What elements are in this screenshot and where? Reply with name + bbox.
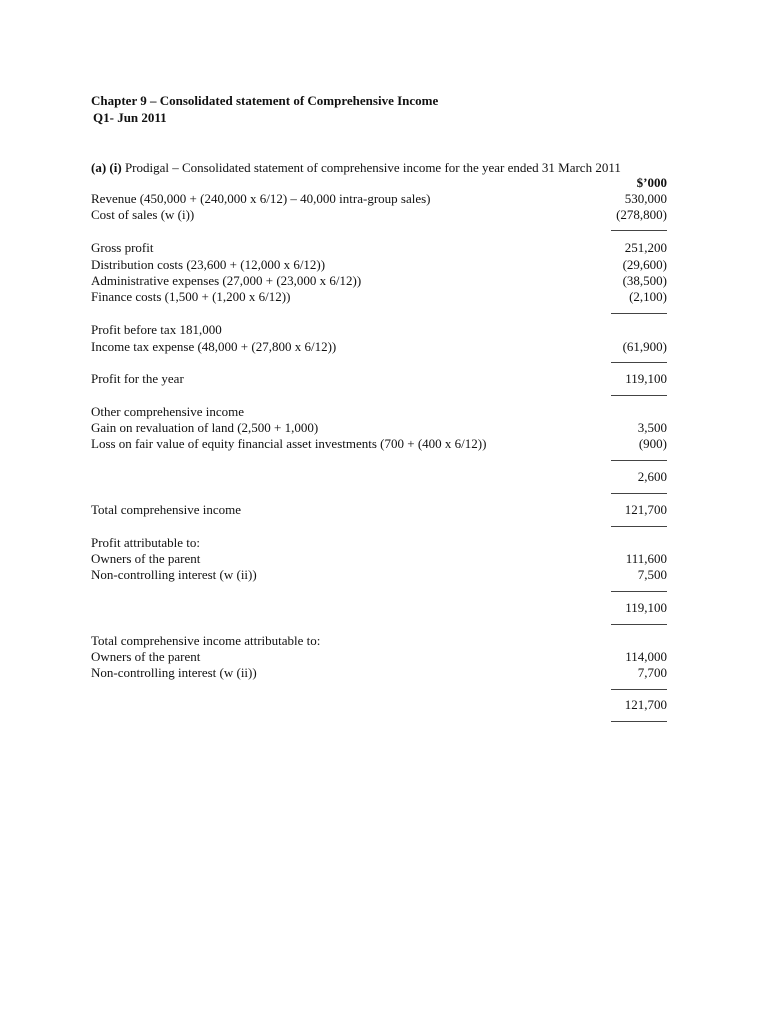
line-label: Revenue (450,000 + (240,000 x 6/12) – 40,000 intra-group sales) — [91, 191, 431, 206]
currency-row — [91, 175, 667, 191]
statement-line — [91, 436, 667, 452]
part-title: Prodigal – Consolidated statement of comprehensive income for the year ended 31 March 2011 — [124, 160, 621, 175]
line-label: Income tax expense (48,000 + (27,800 x 6/12)) — [91, 339, 337, 354]
line-label: Owners of the parent — [91, 551, 201, 566]
line-amount: 121,700 — [624, 502, 667, 517]
line-amount: (29,600) — [622, 257, 667, 272]
line-amount: 121,700 — [624, 697, 667, 712]
statement-line — [91, 257, 667, 273]
line-amount: 114,000 — [625, 649, 667, 664]
statement-line — [91, 502, 667, 518]
subtotal-rule — [611, 591, 667, 592]
line-amount: (38,500) — [622, 273, 667, 288]
line-amount: (278,800) — [616, 207, 667, 222]
line-label: Loss on fair value of equity financial asset investments (700 + (400 x 6/12)) — [91, 436, 487, 451]
line-amount: 119,100 — [625, 371, 667, 386]
line-amount: 7,500 — [637, 567, 667, 582]
statement-line — [91, 207, 667, 223]
statement-line — [91, 551, 667, 567]
currency-header: $’000 — [636, 175, 667, 190]
question-heading: Q1- Jun 2011 — [93, 110, 167, 125]
statement-line — [91, 697, 667, 713]
line-label: Administrative expenses (27,000 + (23,000 x 6/12)) — [91, 273, 362, 288]
line-amount: (61,900) — [622, 339, 667, 354]
line-amount: 7,700 — [637, 665, 667, 680]
subtotal-rule — [611, 395, 667, 396]
line-amount: (900) — [638, 436, 667, 451]
statement-line — [91, 649, 667, 665]
line-label: Profit before tax 181,000 — [91, 322, 222, 337]
subtotal-rule — [611, 362, 667, 363]
line-label: Total comprehensive income attributable to: — [91, 633, 321, 648]
line-label: Distribution costs (23,600 + (12,000 x 6/12)) — [91, 257, 326, 272]
line-label: Profit for the year — [91, 371, 184, 386]
statement-line — [91, 535, 667, 551]
statement-line — [91, 469, 667, 485]
line-label: Gain on revaluation of land (2,500 + 1,000) — [91, 420, 319, 435]
line-label: Cost of sales (w (i)) — [91, 207, 195, 222]
subtotal-rule — [611, 493, 667, 494]
statement-line — [91, 289, 667, 305]
line-label: Gross profit — [91, 240, 154, 255]
line-amount: 3,500 — [637, 420, 667, 435]
statement-line — [91, 322, 667, 338]
subtotal-rule — [611, 313, 667, 314]
subtotal-rule — [611, 689, 667, 690]
statement-line — [91, 371, 667, 387]
line-label: Finance costs (1,500 + (1,200 x 6/12)) — [91, 289, 291, 304]
line-label: Owners of the parent — [91, 649, 201, 664]
statement-line — [91, 567, 667, 583]
subtotal-rule — [611, 460, 667, 461]
statement-line — [91, 404, 667, 420]
part-title-row — [91, 160, 667, 176]
line-amount: 119,100 — [625, 600, 667, 615]
statement-line — [91, 191, 667, 207]
line-amount: 251,200 — [624, 240, 667, 255]
statement-line — [91, 633, 667, 649]
line-amount: 530,000 — [624, 191, 667, 206]
subtotal-rule — [611, 526, 667, 527]
chapter-heading: Chapter 9 – Consolidated statement of Comprehensive Income — [91, 93, 439, 108]
subtotal-rule — [611, 624, 667, 625]
line-label: Non-controlling interest (w (ii)) — [91, 665, 257, 680]
statement-line — [91, 240, 667, 256]
statement-line — [91, 339, 667, 355]
line-label: Non-controlling interest (w (ii)) — [91, 567, 257, 582]
line-amount: (2,100) — [629, 289, 667, 304]
part-marker: (a) (i) — [91, 160, 122, 175]
line-amount: 111,600 — [625, 551, 667, 566]
statement-line — [91, 665, 667, 681]
subtotal-rule — [611, 721, 667, 722]
statement-line — [91, 420, 667, 436]
statement-line — [91, 273, 667, 289]
subtotal-rule — [611, 230, 667, 231]
line-label: Other comprehensive income — [91, 404, 245, 419]
line-label: Profit attributable to: — [91, 535, 201, 550]
line-amount: 2,600 — [637, 469, 667, 484]
line-label: Total comprehensive income — [91, 502, 241, 517]
statement-line — [91, 600, 667, 616]
